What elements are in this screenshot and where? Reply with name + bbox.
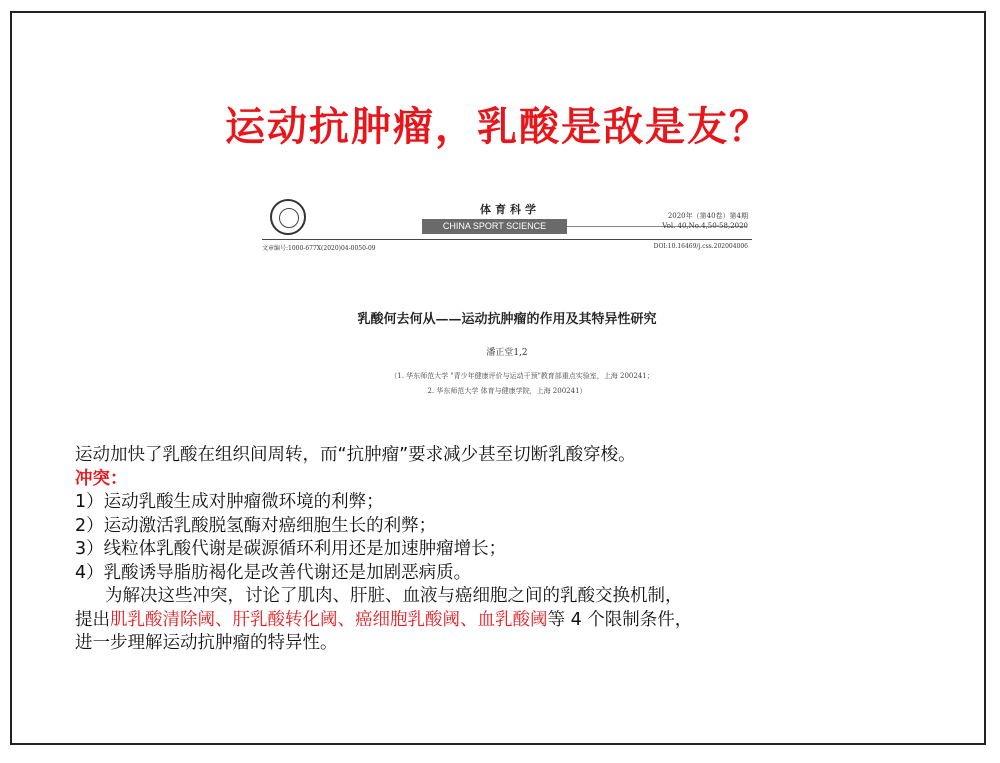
point-4: 4）乳酸诱导脂肪褐化是改善代谢还是加剧恶病质。 — [75, 562, 472, 583]
paper-title: 乳酸何去何从——运动抗肿瘤的作用及其特异性研究 — [357, 312, 657, 327]
journal-logo-icon — [270, 199, 306, 235]
solution-line-3: 进一步理解运动抗肿瘤的特异性。 — [75, 633, 338, 653]
solution-prefix: 提出 — [75, 609, 110, 630]
issue-cn: 2020年（第40卷）第4期 — [667, 212, 748, 220]
article-number: 文章编号:1000-677X(2020)04-0050-09 — [262, 245, 376, 252]
point-1: 1）运动乳酸生成对肿瘤微环境的利弊； — [75, 492, 384, 512]
solution-line-2 — [75, 609, 955, 633]
journal-issue — [662, 211, 748, 231]
slide — [10, 11, 986, 745]
body-text — [75, 444, 955, 656]
paper-header-image — [262, 193, 752, 423]
conflict-label: 冲突： — [75, 468, 128, 489]
issue-en: Vol. 40,No.4,50-58,2020 — [662, 222, 748, 230]
solution-highlight: 肌乳酸清除阈、肝乳酸转化阈、癌细胞乳酸阈、血乳酸阈 — [110, 609, 548, 630]
point-3: 3）线粒体乳酸代谢是碳源循环利用还是加速肿瘤增长； — [75, 539, 507, 559]
meta-rule — [262, 239, 752, 240]
affiliation-2: 2. 华东师范大学 体育与健康学院，上海 200241） — [427, 387, 587, 395]
solution-suffix: 等 4 个限制条件， — [547, 609, 693, 630]
solution-line-1: 为解决这些冲突，讨论了肌肉、肝脏、血液与癌细胞之间的乳酸交换机制， — [105, 586, 683, 606]
intro-line: 运动加快了乳酸在组织间周转，而“抗肿瘤”要求减少甚至切断乳酸穿梭。 — [75, 445, 636, 465]
paper-author: 潘正堂1,2 — [486, 348, 528, 358]
slide-title: 运动抗肿瘤，乳酸是敌是友？ — [225, 104, 771, 150]
journal-name-en: CHINA SPORT SCIENCE — [422, 219, 567, 234]
point-2: 2）运动激活乳酸脱氢酶对癌细胞生长的利弊； — [75, 515, 437, 536]
journal-name-cn: 体育科学 — [480, 203, 540, 216]
affiliation-1: （1. 华东师范大学 "青少年健康评价与运动干预"教育部重点实验室，上海 200241； — [390, 372, 654, 380]
doi: DOI:10.16469/j.css.202004006 — [653, 243, 748, 250]
